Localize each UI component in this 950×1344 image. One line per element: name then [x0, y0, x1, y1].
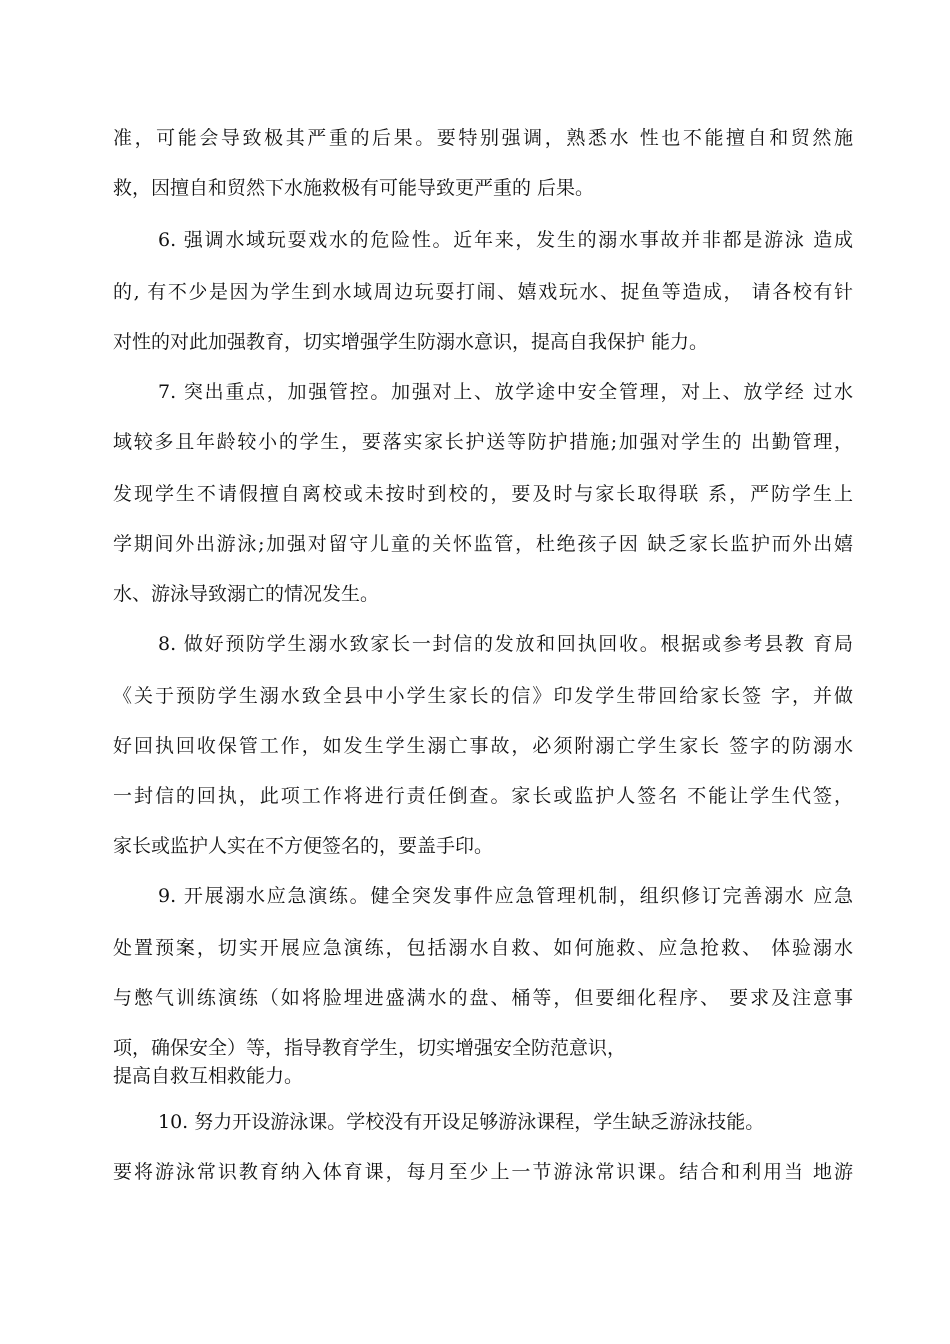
- text-line: 《关于预防学生溺水致全县中小学生家长的信》印发学生带回给家长签 字，并做: [113, 685, 853, 707]
- text-line: 救，因擅自和贸然下水施救极有可能导致更严重的 后果。: [113, 177, 595, 199]
- text-line: 与憋气训练演练（如将脸埋进盛满水的盘、桶等，但要细化程序、 要求及注意事: [113, 987, 853, 1009]
- text-line: 提高自救互相救能力。: [113, 1065, 304, 1087]
- paragraph-6-heading-line: 6. 强调水域玩耍戏水的危险性。近年来，发生的溺水事故并非都是游泳 造成: [158, 229, 853, 251]
- text-line: 准，可能会导致极其严重的后果。要特别强调，熟悉水 性也不能擅自和贸然施: [113, 127, 853, 149]
- text-line: 水、游泳导致溺亡的情况发生。: [113, 583, 380, 605]
- text-line: 的, 有不少是因为学生到水域周边玩耍打闹、嬉戏玩水、捉鱼等造成， 请各校有针: [113, 281, 853, 303]
- paragraph-9-heading-line: 9. 开展溺水应急演练。健全突发事件应急管理机制，组织修订完善溺水 应急: [158, 885, 853, 907]
- text-line: 要将游泳常识教育纳入体育课，每月至少上一节游泳常识课。结合和利用当 地游: [113, 1161, 853, 1183]
- text-line: 发现学生不请假擅自离校或未按时到校的，要及时与家长取得联 系，严防学生上: [113, 483, 853, 505]
- paragraph-8-heading-line: 8. 做好预防学生溺水致家长一封信的发放和回执回收。根据或参考县教 育局: [158, 633, 853, 655]
- text-line: 项，确保安全）等，指导教育学生，切实增强安全防范意识，: [113, 1037, 627, 1059]
- text-line: 一封信的回执，此项工作将进行责任倒查。家长或监护人签名 不能让学生代签，: [113, 785, 853, 807]
- paragraph-10-heading-line: 10. 努力开设游泳课。学校没有开设足够游泳课程，学生缺乏游泳技能。: [158, 1111, 765, 1133]
- text-line: 家长或监护人实在不方便签名的，要盖手印。: [113, 835, 494, 857]
- text-line: 对性的对此加强教育，切实增强学生防溺水意识，提高自我保护 能力。: [113, 331, 709, 353]
- text-line: 学期间外出游泳;加强对留守儿童的关怀监管，杜绝孩子因 缺乏家长监护而外出嬉: [113, 533, 853, 555]
- paragraph-7-heading-line: 7. 突出重点，加强管控。加强对上、放学途中安全管理，对上、放学经 过水: [158, 381, 853, 403]
- text-line: 好回执回收保管工作，如发生学生溺亡事故，必须附溺亡学生家长 签字的防溺水: [113, 735, 853, 757]
- text-line: 域较多且年龄较小的学生，要落实家长护送等防护措施;加强对学生的 出勤管理，: [113, 431, 853, 453]
- text-line: 处置预案，切实开展应急演练，包括溺水自救、如何施救、应急抢救、 体验溺水: [113, 937, 853, 959]
